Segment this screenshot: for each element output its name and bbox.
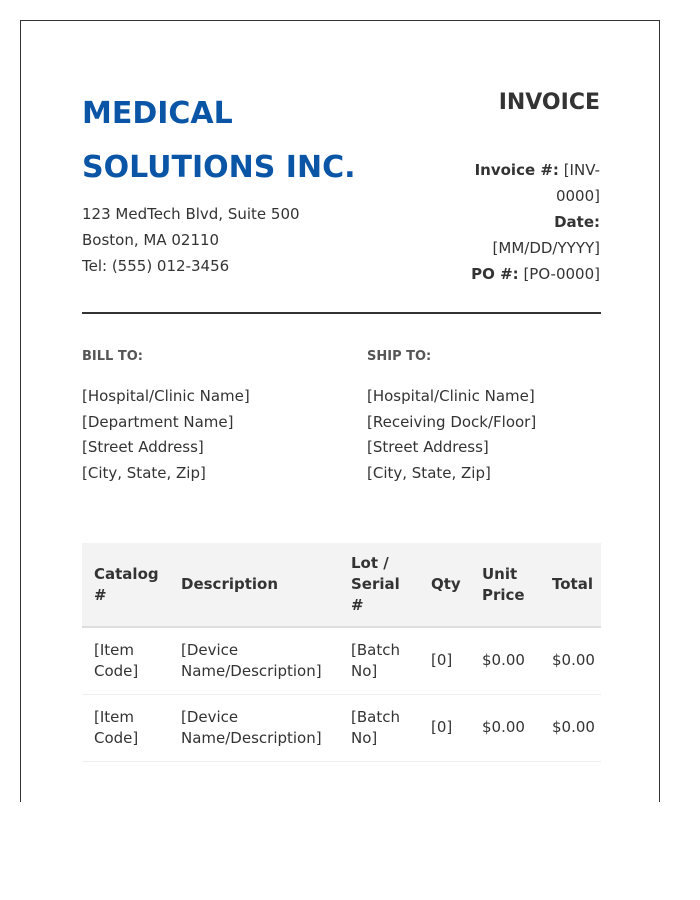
- cell-description: [Device Name/Description]: [169, 627, 339, 694]
- table-header-row: [82, 543, 601, 627]
- line-items-table: [82, 543, 601, 762]
- bill-to-block: [82, 347, 322, 486]
- column-header-qty: Qty: [419, 543, 470, 627]
- cell-catalog: [Item Code]: [82, 627, 169, 694]
- ship-to-block: [367, 347, 607, 486]
- invoice-po-value: [PO-0000]: [523, 265, 600, 283]
- invoice-po-label: PO #:: [471, 265, 519, 283]
- invoice-number: [470, 157, 600, 209]
- column-header-description: Description: [169, 543, 339, 627]
- ship-to-line: [Hospital/Clinic Name]: [367, 387, 535, 405]
- cell-total: $0.00: [540, 627, 601, 694]
- column-header-lot-serial: Lot / Serial #: [339, 543, 419, 627]
- company-phone: Tel: (555) 012-3456: [82, 257, 230, 275]
- cell-description: [Device Name/Description]: [169, 694, 339, 761]
- company-name: MEDICAL SOLUTIONS INC.: [82, 96, 356, 185]
- column-header-total: Total: [540, 543, 601, 627]
- invoice-date-label: Date:: [554, 213, 600, 231]
- invoice-number-value: [INV-0000]: [555, 161, 600, 205]
- ship-to-line: [City, State, Zip]: [367, 463, 491, 482]
- cell-qty: [0]: [419, 694, 470, 761]
- table-row: [82, 627, 601, 694]
- bill-to-line: [City, State, Zip]: [82, 463, 206, 482]
- invoice-date-value: [MM/DD/YYYY]: [492, 239, 600, 257]
- ship-to-line: [Street Address]: [367, 438, 489, 457]
- table-row: [82, 694, 601, 761]
- company-address: [82, 201, 300, 279]
- cell-catalog: [Item Code]: [82, 694, 169, 761]
- bill-to-line: [Department Name]: [82, 412, 234, 431]
- invoice-title: INVOICE: [498, 90, 600, 115]
- company-address-line1: 123 MedTech Blvd, Suite 500: [82, 205, 300, 223]
- cell-lot-serial: [Batch No]: [339, 694, 419, 761]
- header-divider: [82, 312, 601, 314]
- invoice-meta: [470, 157, 600, 287]
- bill-to-line: [Street Address]: [82, 438, 204, 457]
- invoice-date: [470, 209, 600, 261]
- column-header-unit-price: Unit Price: [470, 543, 540, 627]
- bill-to-heading: BILL TO:: [82, 349, 143, 364]
- company-address-line2: Boston, MA 02110: [82, 231, 220, 249]
- cell-lot-serial: [Batch No]: [339, 627, 419, 694]
- ship-to-heading: SHIP TO:: [367, 349, 432, 364]
- invoice-number-label: Invoice #:: [474, 161, 559, 179]
- bill-to-line: [Hospital/Clinic Name]: [82, 387, 250, 405]
- cell-unit-price: $0.00: [470, 627, 540, 694]
- invoice-po: [470, 261, 600, 287]
- invoice-page: [20, 20, 660, 802]
- cell-unit-price: $0.00: [470, 694, 540, 761]
- column-header-catalog: Catalog #: [82, 543, 169, 627]
- ship-to-line: [Receiving Dock/Floor]: [367, 412, 537, 431]
- cell-total: $0.00: [540, 694, 601, 761]
- cell-qty: [0]: [419, 627, 470, 694]
